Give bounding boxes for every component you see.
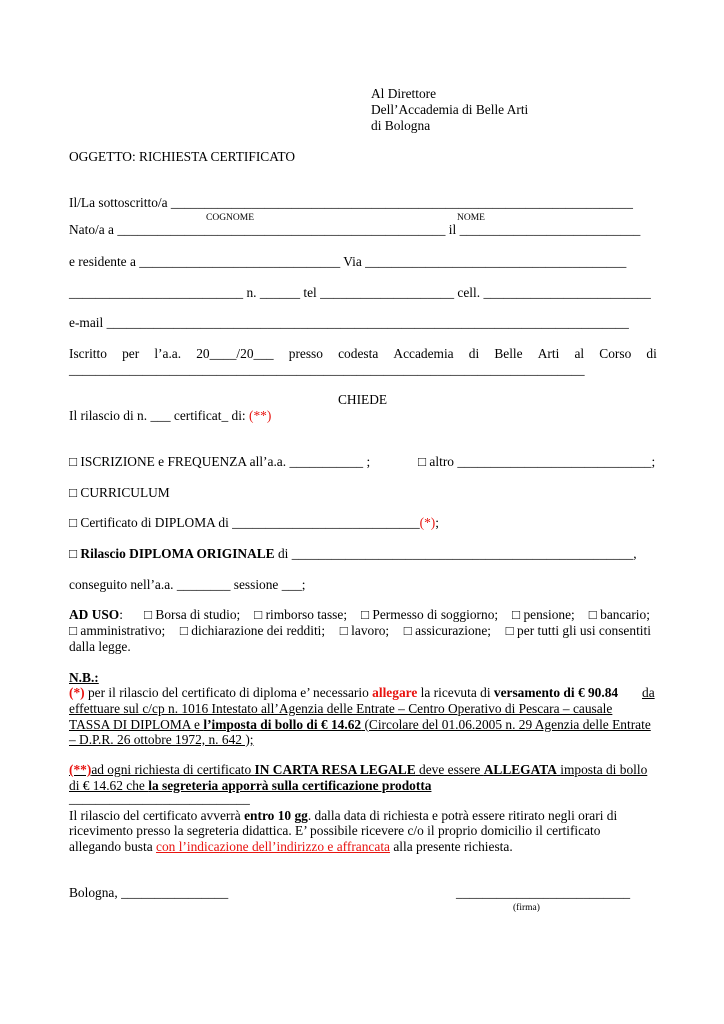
uso-option-r1-1[interactable]: □ rimborso tasse; — [254, 607, 348, 622]
iscritto-word-6: Accademia — [393, 346, 454, 361]
iscritto-word-2: l’a.a. — [154, 346, 182, 361]
iscritto-word-4: presso — [288, 346, 323, 361]
uso-options-row-2 — [69, 623, 651, 639]
curriculum-option[interactable]: □ CURRICULUM — [69, 485, 170, 500]
note-3-line-2: ricevimento presso la segreteria didattica. E’ possibile ricevere c/o il proprio domicilio il certificato — [69, 823, 601, 838]
note-3-line-3-a: allegando busta — [69, 839, 157, 854]
uso-option-r2-0[interactable]: □ amministrativo; — [69, 623, 166, 638]
iscritto-word-7: di — [468, 346, 480, 361]
nome-caption: NOME — [457, 213, 485, 223]
addressee-line-3: di Bologna — [371, 118, 431, 133]
note-3-line-1 — [69, 808, 657, 824]
note-1-mark: (*) — [69, 685, 85, 700]
corso-field[interactable]: _____________________________________________________________________________ — [69, 362, 585, 377]
note-1-da: da — [642, 685, 655, 700]
email-label: e-mail — [69, 315, 104, 330]
uso-option-r2-3[interactable]: □ assicurazione; — [403, 623, 492, 638]
sottoscritto-label: Il/La sottoscritto/a — [69, 195, 168, 210]
note-1-text-b: la ricevuta di — [417, 685, 494, 700]
diploma-cert-text: □ Certificato di DIPLOMA di ____________________________ — [69, 515, 420, 530]
diploma-cert-option[interactable] — [69, 515, 657, 531]
note-2-mark: (**) — [69, 762, 92, 777]
iscritto-word-5: codesta — [338, 346, 379, 361]
tel-field[interactable]: ____________________ — [320, 285, 455, 300]
signature-field[interactable]: __________________________ — [456, 885, 631, 900]
iscritto-word-9: Arti — [537, 346, 560, 361]
note-2-carta: IN CARTA RESA LEGALE — [254, 762, 416, 777]
uso-options-row-1 — [144, 607, 650, 623]
cognome-caption: COGNOME — [206, 213, 255, 223]
note-1-line-2: effettuare sul c/cp n. 1016 Intestato all’Agenzia delle Entrate – Centro Operativo di Pescara – causale — [69, 701, 613, 716]
note-1-line-3-a: TASSA DI DIPLOMA e — [69, 717, 204, 732]
n-field[interactable]: ______ — [259, 285, 301, 300]
rilascio-mark: (**) — [249, 408, 272, 423]
note-1-allegare: allegare — [372, 685, 418, 700]
note-2-text-b: deve essere — [415, 762, 484, 777]
nb-heading: N.B.: — [69, 670, 99, 685]
tel-label: tel — [303, 285, 317, 300]
rilascio-originale-option[interactable] — [69, 546, 657, 562]
conseguito-row: conseguito nell’a.a. ________ sessione ___; — [69, 577, 306, 592]
sottoscritto-row — [69, 195, 657, 211]
via-label: Via — [343, 254, 362, 269]
addressee-line-1: Al Direttore — [371, 86, 437, 101]
iscritto-word-3: 20____/20___ — [196, 346, 274, 361]
rilascio-row — [69, 408, 657, 424]
uso-option-r2-1[interactable]: □ dichiarazione dei redditi; — [179, 623, 326, 638]
n-label: n. — [246, 285, 257, 300]
rilascio-originale-field: di ___________________________________________________, — [274, 546, 637, 561]
note-2-line-2-a: di € 14.62 che — [69, 778, 149, 793]
il-field[interactable]: ___________________________ — [459, 222, 641, 237]
iscrizione-option[interactable]: □ ISCRIZIONE e FREQUENZA all’a.a. ___________ ; — [69, 454, 371, 469]
note-1-line-3-bollo: l’imposta di bollo di € 14.62 — [203, 717, 362, 732]
note-2-line-1 — [69, 762, 657, 778]
note-3-line-1-a: Il rilascio del certificato avverrà — [69, 808, 245, 823]
altro-option[interactable]: □ altro _____________________________; — [418, 454, 656, 469]
email-field[interactable]: ______________________________________________________________________________ — [106, 315, 629, 330]
sottoscritto-field[interactable]: _____________________________________________________________________ — [170, 195, 633, 210]
note-2-text-a: ad ogni richiesta di certificato — [91, 762, 255, 777]
iscritto-word-1: per — [122, 346, 140, 361]
cell-field[interactable]: _________________________ — [483, 285, 651, 300]
via-field[interactable]: _______________________________________ — [365, 254, 627, 269]
note-1-line-3-c: (Circolare del 01.06.2005 n. 29 Agenzia delle Entrate — [361, 717, 651, 732]
note-1-text-a: per il rilascio del certificato di diploma e’ necessario — [84, 685, 373, 700]
note-3-line-1-bold: entro 10 gg — [244, 808, 308, 823]
uso-colon: : — [119, 607, 123, 622]
note-1-line-4: – D.P.R. 26 ottobre 1972, n. 642 ); — [69, 732, 254, 747]
diploma-cert-mark: (*) — [419, 515, 436, 530]
note-3-line-3-b: alla presente richiesta. — [389, 839, 513, 854]
note-1-line-3 — [69, 717, 657, 733]
il-label: il — [448, 222, 457, 237]
note-1-line-1 — [69, 685, 657, 701]
residente-row — [69, 254, 657, 270]
chiede-heading: CHIEDE — [338, 392, 388, 407]
nato-row — [69, 222, 657, 238]
uso-option-r2-2[interactable]: □ lavoro; — [339, 623, 390, 638]
note-2-text-c: imposta di bollo — [556, 762, 648, 777]
nato-label: Nato/a a — [69, 222, 114, 237]
address-extra-field[interactable]: __________________________ — [69, 285, 244, 300]
iscritto-word-11: Corso — [599, 346, 632, 361]
nato-field[interactable]: _________________________________________________ — [117, 222, 446, 237]
separator-line: ___________________________ — [69, 791, 250, 806]
note-3-line-3-red: con l’indicazione dell’indirizzo e affrancata — [156, 839, 390, 854]
firma-caption: (firma) — [513, 903, 540, 913]
note-1-versamento: versamento di € 90.84 — [493, 685, 619, 700]
iscritto-word-10: al — [574, 346, 585, 361]
uso-option-r1-0[interactable]: □ Borsa di studio; — [144, 607, 241, 622]
iscritto-word-12: di — [646, 346, 657, 361]
uso-row-3: dalla legge. — [69, 639, 131, 654]
place-date-field[interactable]: Bologna, ________________ — [69, 885, 229, 900]
note-3-line-3 — [69, 839, 657, 855]
rilascio-originale-label: □ Rilascio DIPLOMA ORIGINALE — [69, 546, 275, 561]
uso-option-r1-4[interactable]: □ bancario; — [588, 607, 650, 622]
addressee-line-2: Dell’Accademia di Belle Arti — [371, 102, 529, 117]
cell-label: cell. — [457, 285, 481, 300]
iscritto-row — [69, 346, 657, 362]
email-row — [69, 315, 657, 331]
iscritto-word-0: Iscritto — [69, 346, 107, 361]
uso-label: AD USO — [69, 607, 120, 622]
diploma-cert-end: ; — [435, 515, 440, 530]
uso-option-r1-3[interactable]: □ pensione; — [512, 607, 575, 622]
rilascio-text: Il rilascio di n. ___ certificat_ di: — [69, 408, 246, 423]
residente-label: e residente a — [69, 254, 136, 269]
note-2-allegata: ALLEGATA — [483, 762, 557, 777]
note-2-line-2-bold: la segreteria apporrà sulla certificazione prodotta — [148, 778, 432, 793]
residente-field[interactable]: ______________________________ — [139, 254, 341, 269]
subject-line: OGGETTO: RICHIESTA CERTIFICATO — [69, 149, 296, 164]
iscritto-word-8: Belle — [494, 346, 523, 361]
note-3-line-1-b: . dalla data di richiesta e potrà essere ritirato negli orari di — [307, 808, 618, 823]
uso-option-r2-4[interactable]: □ per tutti gli usi consentiti — [505, 623, 651, 638]
uso-option-r1-2[interactable]: □ Permesso di soggiorno; — [360, 607, 499, 622]
contact-row — [69, 285, 657, 301]
